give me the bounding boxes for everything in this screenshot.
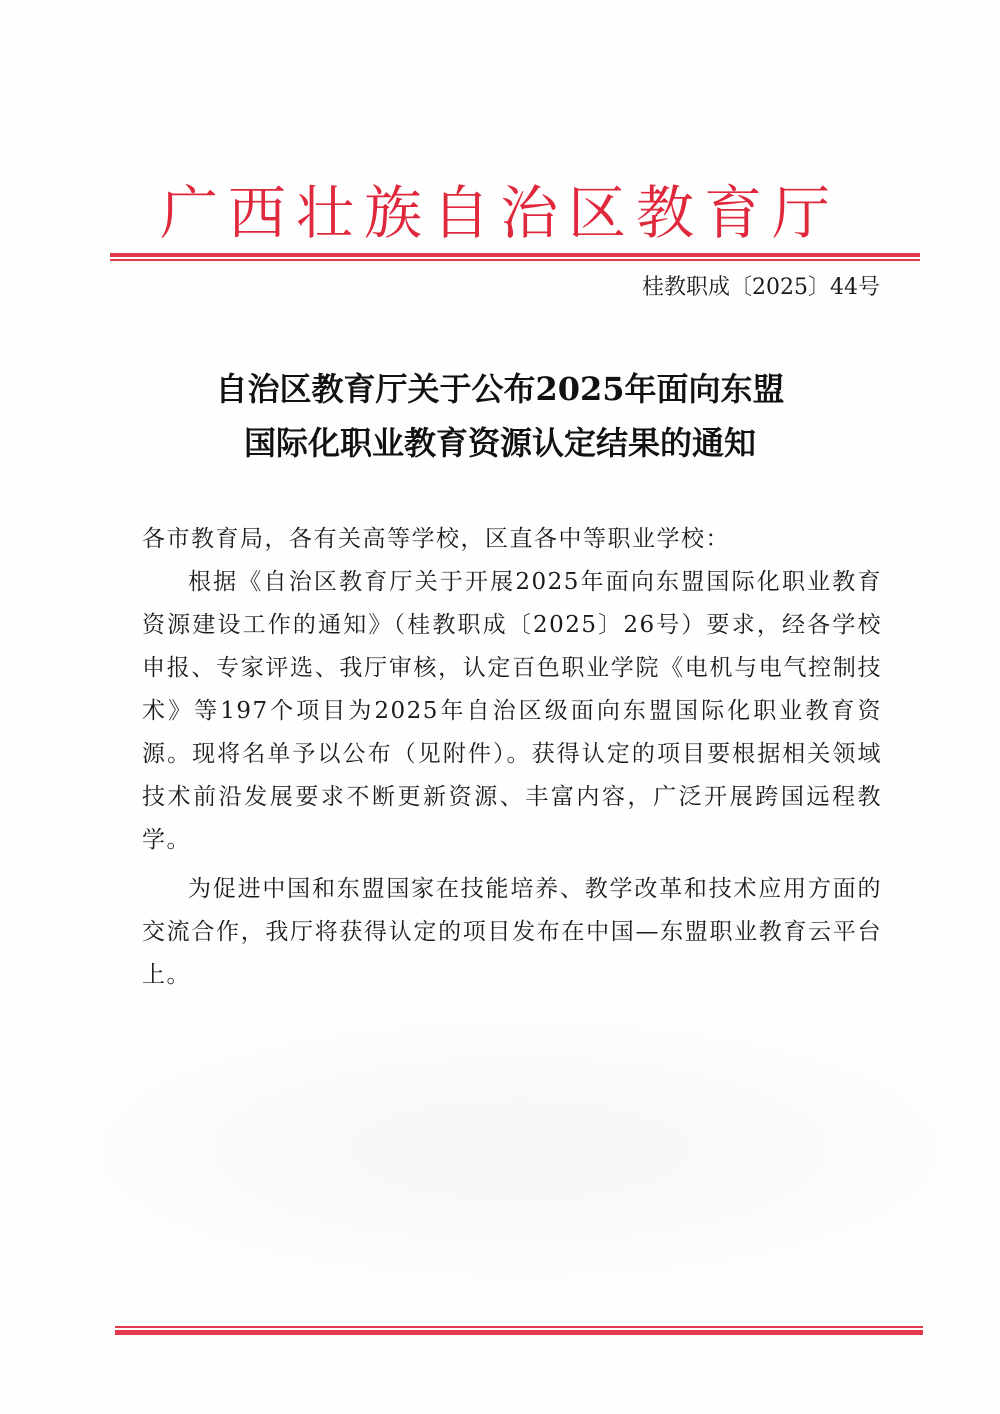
header-red-rule bbox=[110, 253, 920, 262]
rule-thin-line bbox=[115, 1326, 923, 1328]
document-body bbox=[142, 518, 882, 997]
document-title-line-2: 国际化职业教育资源认定结果的通知 bbox=[243, 424, 756, 462]
document-title-line-1: 自治区教育厅关于公布2025年面向东盟 bbox=[215, 370, 785, 408]
document-number: 桂教职成〔2025〕44号 bbox=[642, 275, 880, 300]
salutation: 各市教育局，各有关高等学校，区直各中等职业学校： bbox=[142, 526, 730, 552]
body-paragraph-2: 为促进中国和东盟国家在技能培养、教学改革和技术应用方面的交流合作，我厅将获得认定的项目发布在中国—东盟职业教育云平台上。 bbox=[142, 876, 882, 988]
blurred-region bbox=[90, 1020, 950, 1280]
rule-thin-line bbox=[110, 259, 920, 261]
rule-thick-line bbox=[115, 1330, 923, 1335]
footer-red-rule bbox=[115, 1326, 923, 1335]
organization-header: 广西壮族自治区教育厅 bbox=[159, 179, 840, 247]
document-title bbox=[0, 362, 1000, 470]
body-paragraph-1: 根据《自治区教育厅关于开展2025年面向东盟国际化职业教育资源建设工作的通知》（桂教职成〔2025〕26号）要求，经各学校申报、专家评选、我厅审核，认定百色职业学院《电机与电气控制技术》等197个项目为2025年自治区级面向东盟国际化职业教育资源。现将名单予以公布（见附件）。获得认定的项目要根据相关领域技术前沿发展要求不断更新资源、丰富内容，广泛开展跨国远程教学。 bbox=[142, 569, 882, 853]
rule-thick-line bbox=[110, 253, 920, 257]
